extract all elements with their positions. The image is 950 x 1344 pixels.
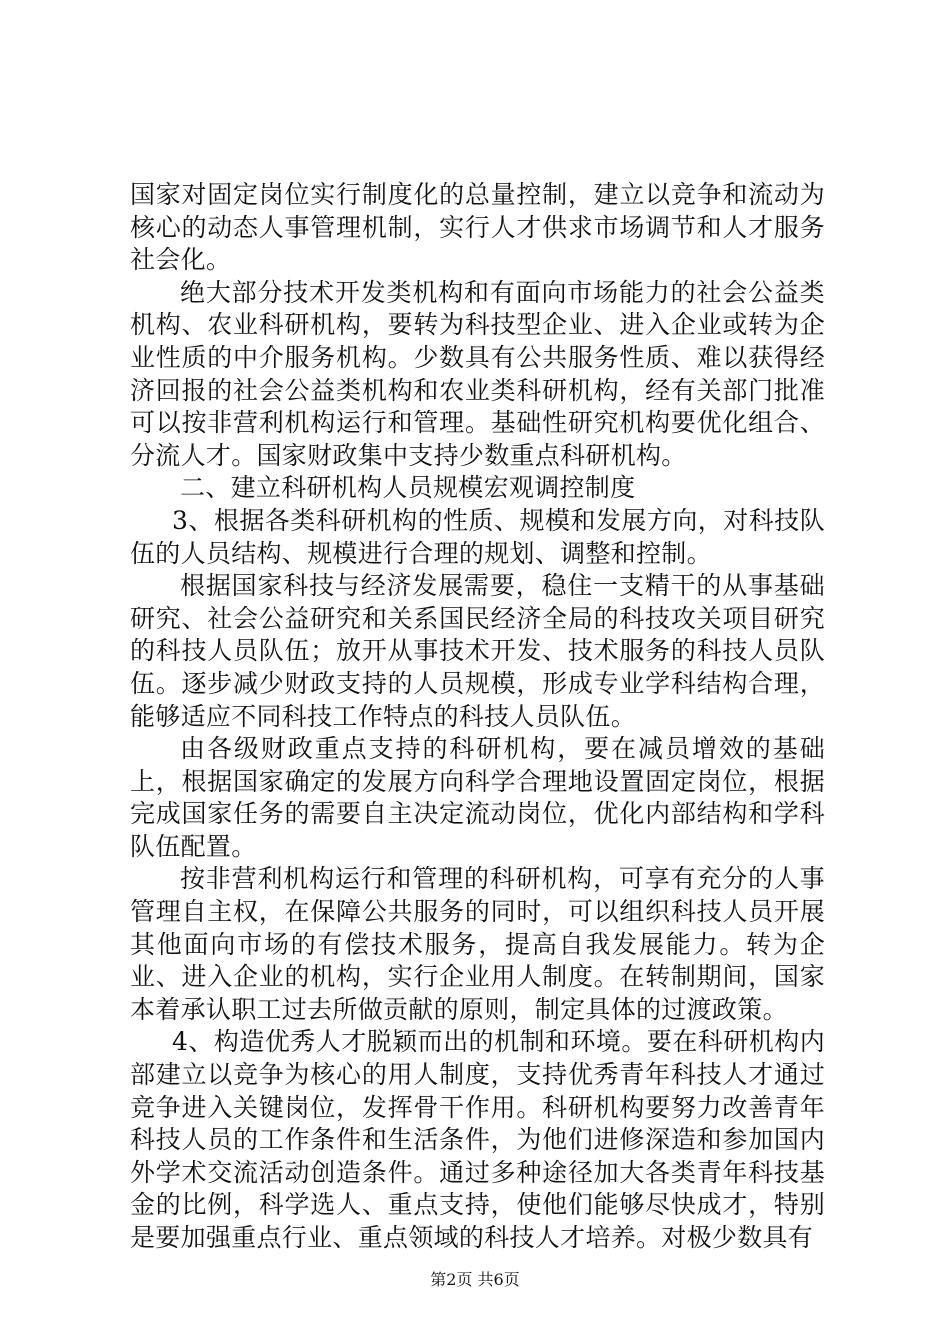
paragraph: 绝大部分技术开发类机构和有面向市场能力的社会公益类机构、农业科研机构，要转为科技型企业、进入企业或转为企业性质的中介服务机构。少数具有公共服务性质、难以获得经济回报的社会公益类机构和农业类科研机构，经有关部门批准可以按非营利机构运行和管理。基础性研究机构要优化组合、分流人才。国家财政集中支持少数重点科研机构。	[130, 277, 825, 470]
page-number-label: 第2页 共6页	[430, 1270, 520, 1289]
section-heading: 二、建立科研机构人员规模宏观调控制度	[180, 473, 636, 503]
paragraph: 按非营利机构运行和管理的科研机构，可享有充分的人事管理自主权，在保障公共服务的同时，可以组织科技人员开展其他面向市场的有偿技术服务，提高自我发展能力。转为企业、进入企业的机构，实行企业用人制度。在转制期间，国家本着承认职工过去所做贡献的原则，制定具体的过渡政策。	[130, 864, 825, 1024]
page-footer	[0, 1270, 950, 1290]
document-body	[130, 179, 825, 1255]
paragraph: 由各级财政重点支持的科研机构，要在减员增效的基础上，根据国家确定的发展方向科学合理地设置固定岗位，根据完成国家任务的需要自主决定流动岗位，优化内部结构和学科队伍配置。	[130, 734, 825, 861]
paragraph: 根据国家科技与经济发展需要，稳住一支精干的从事基础研究、社会公益研究和关系国民经济全局的科技攻关项目研究的科技人员队伍；放开从事技术开发、技术服务的科技人员队伍。逐步减少财政支持的人员规模，形成专业学科结构合理，能够适应不同科技工作特点的科技人员队伍。	[130, 571, 825, 731]
numbered-paragraph: 4、构造优秀人才脱颖而出的机制和环境。要在科研机构内部建立以竞争为核心的用人制度，支持优秀青年科技人才通过竞争进入关键岗位，发挥骨干作用。科研机构要努力改善青年科技人员的工作条件和生活条件，为他们进修深造和参加国内外学术交流活动创造条件。通过多种途径加大各类青年科技基金的比例，科学选人、重点支持，使他们能够尽快成才，特别是要加强重点行业、重点领域的科技人才培养。对极少数具有	[130, 1027, 825, 1252]
paragraph-continued: 国家对固定岗位实行制度化的总量控制，建立以竞争和流动为核心的动态人事管理机制，实行人才供求市场调节和人才服务社会化。	[130, 180, 825, 275]
numbered-paragraph: 3、根据各类科研机构的性质、规模和发展方向，对科技队伍的人员结构、规模进行合理的规划、调整和控制。	[130, 505, 825, 568]
